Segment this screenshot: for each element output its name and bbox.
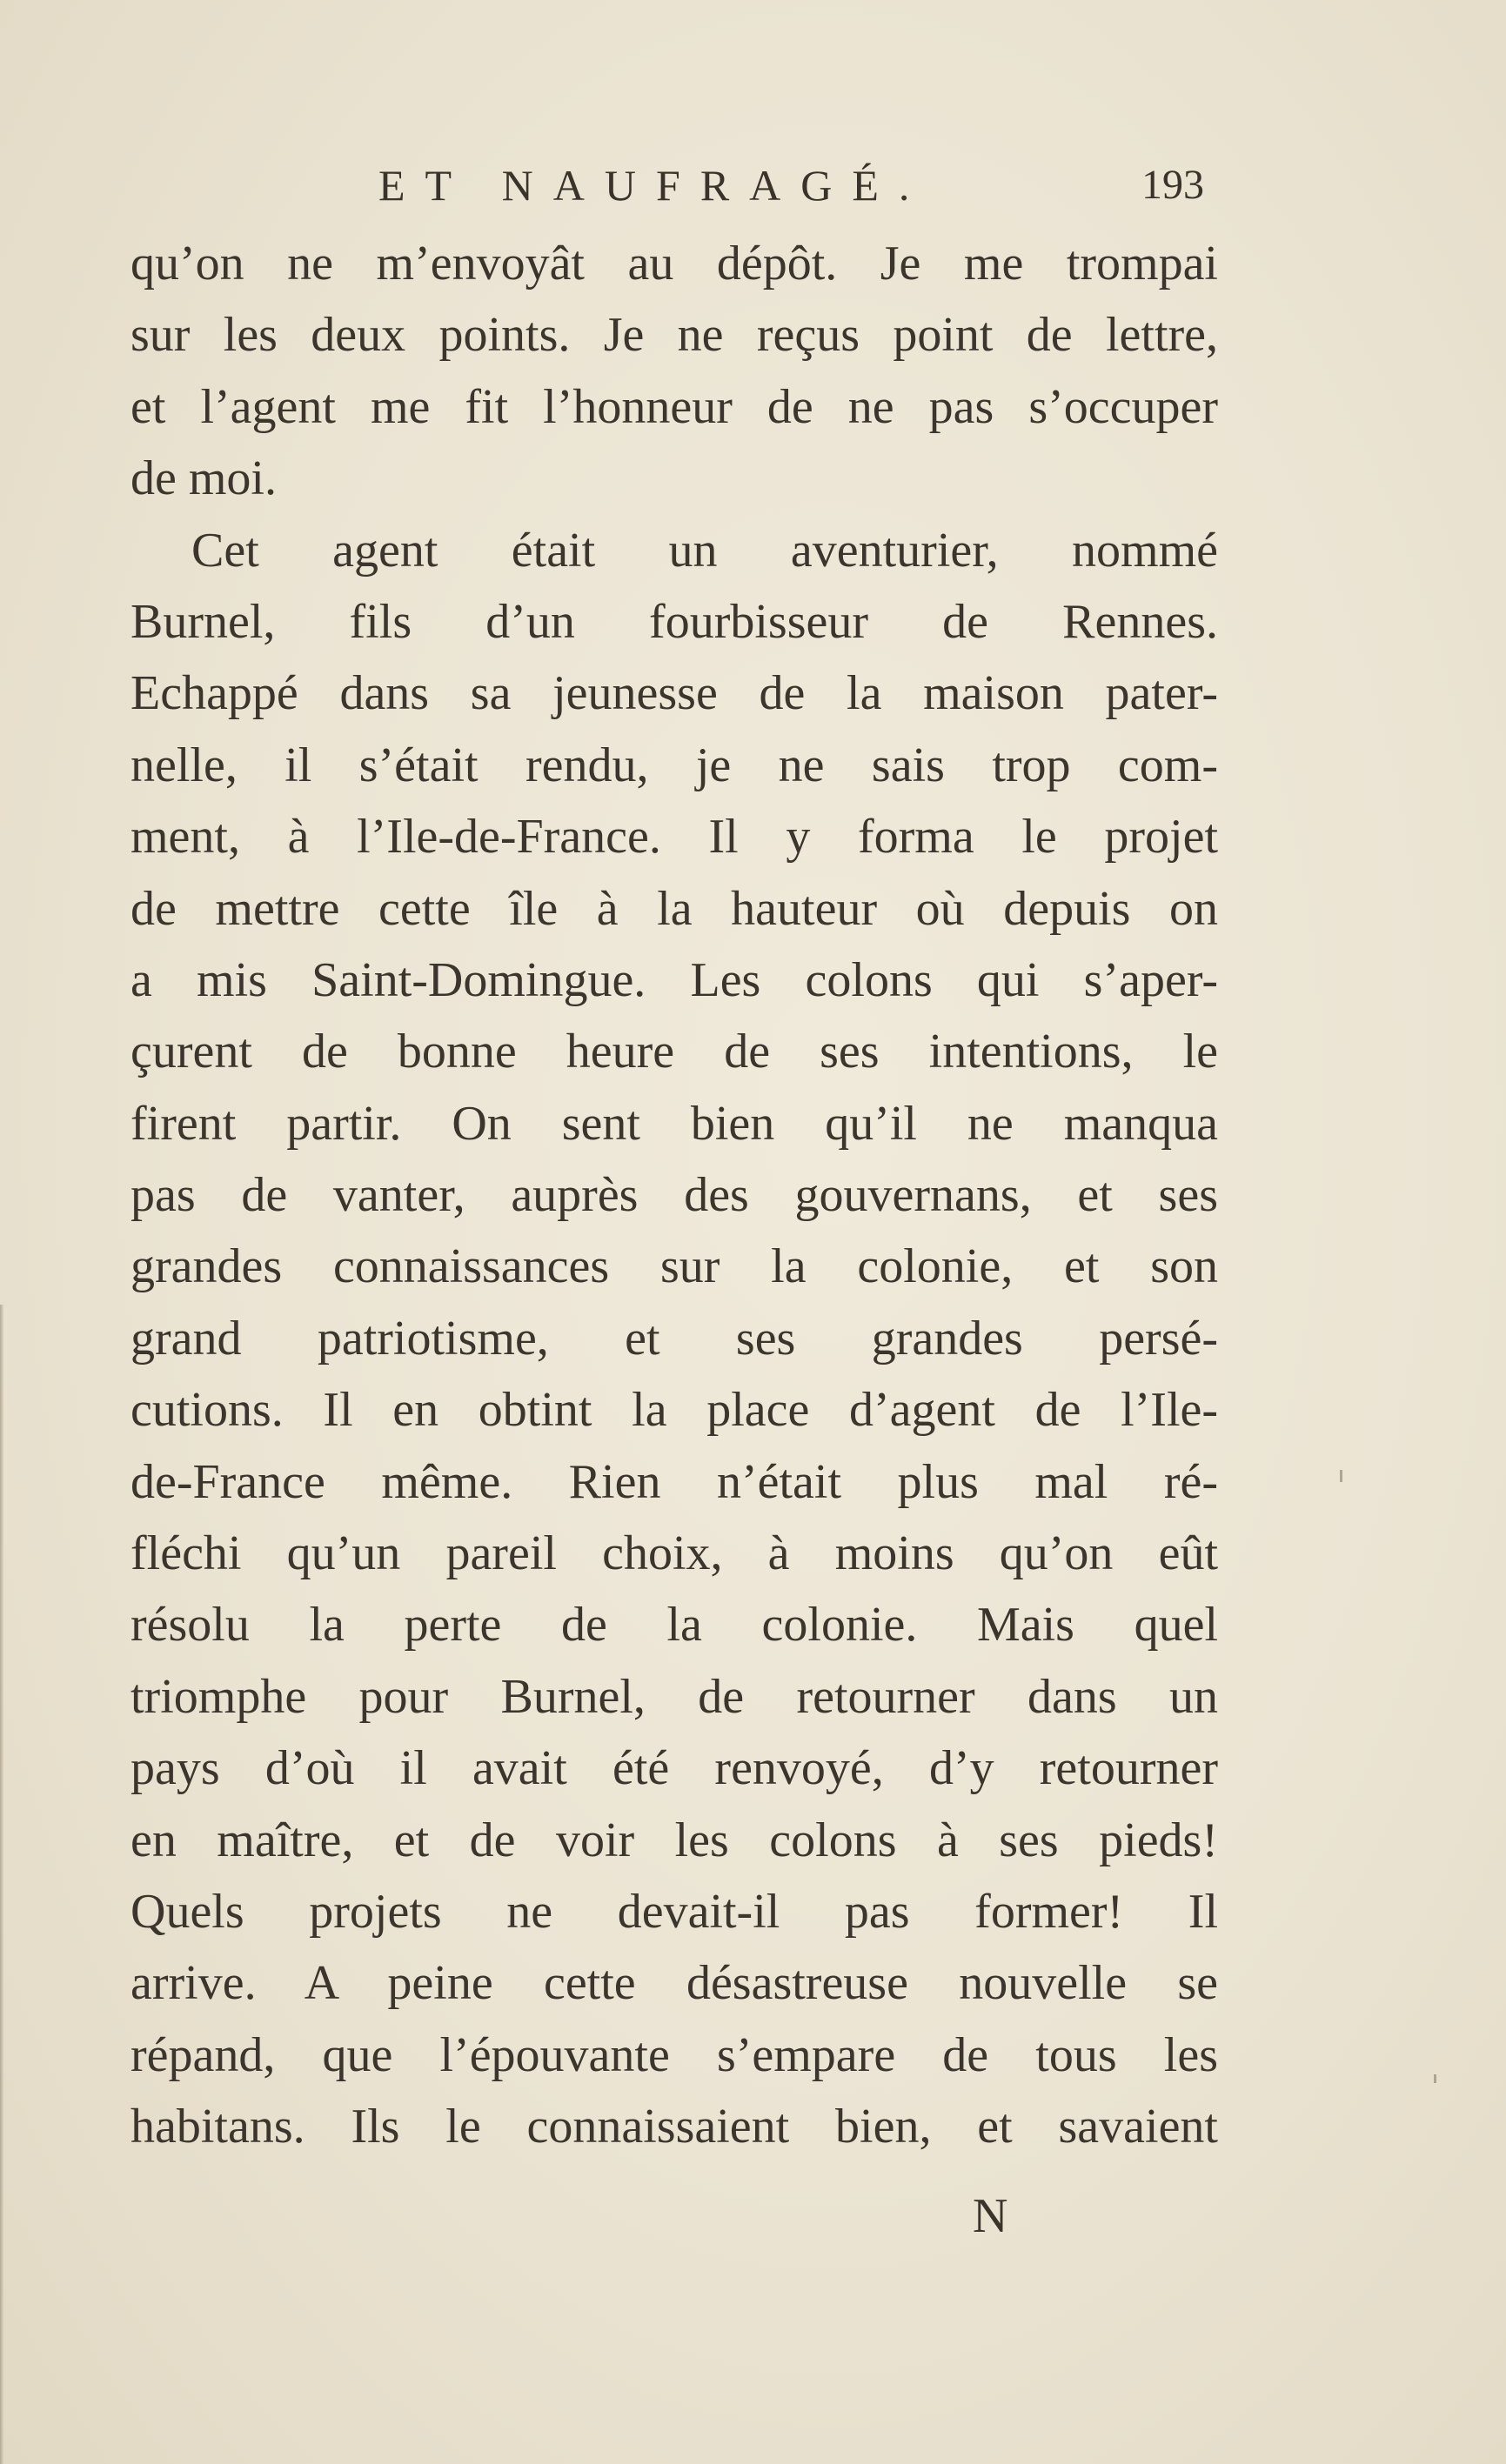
text-line: de moi. xyxy=(131,451,277,506)
paper-speck xyxy=(1340,1470,1342,1482)
text-line: en maître, et de voir les colons à ses pieds! xyxy=(131,1813,1218,1867)
text-line: Quels projets ne devait-il pas former! Il xyxy=(131,1884,1218,1939)
page-header xyxy=(0,155,1506,224)
text-line: grandes connaissances sur la colonie, et son xyxy=(131,1239,1218,1294)
text-line: cutions. Il en obtint la place d’agent de l’Ile- xyxy=(131,1383,1218,1438)
text-line: et l’agent me fit l’honneur de ne pas s’occuper xyxy=(131,379,1218,434)
page-number: 193 xyxy=(1141,162,1204,208)
text-line: habitans. Ils le connaissaient bien, et savaient xyxy=(131,2100,1218,2154)
signature-mark: N xyxy=(973,2189,1008,2243)
text-line: ment, à l’Ile-de-France. Il y forma le projet xyxy=(131,810,1218,865)
body-text xyxy=(131,228,1218,2163)
text-line: répand, que l’épouvante s’empare de tous les xyxy=(131,2027,1218,2082)
text-line: Cet agent était un aventurier, nommé xyxy=(191,523,1218,578)
text-line: résolu la perte de la colonie. Mais quel xyxy=(131,1598,1218,1653)
text-line: nelle, il s’était rendu, je ne sais trop com- xyxy=(131,738,1218,792)
text-line: de-France même. Rien n’était plus mal ré- xyxy=(131,1454,1218,1509)
text-line: fléchi qu’un pareil choix, à moins qu’on eût xyxy=(131,1526,1218,1581)
text-line: arrive. A peine cette désastreuse nouvelle se xyxy=(131,1956,1218,2011)
text-line: pays d’où il avait été renvoyé, d’y retourner xyxy=(131,1741,1218,1796)
text-line: çurent de bonne heure de ses intentions, le xyxy=(131,1025,1218,1079)
text-line: a mis Saint-Domingue. Les colons qui s’aper- xyxy=(131,952,1218,1007)
text-line: firent partir. On sent bien qu’il ne manqua xyxy=(131,1096,1218,1151)
text-line: Burnel, fils d’un fourbisseur de Rennes. xyxy=(131,594,1218,649)
text-line: Echappé dans sa jeunesse de la maison pater- xyxy=(131,666,1218,721)
text-line: qu’on ne m’envoyât au dépôt. Je me trompai xyxy=(131,237,1218,290)
text-line: sur les deux points. Je ne reçus point de lettre, xyxy=(131,308,1218,363)
text-line: grand patriotisme, et ses grandes persé- xyxy=(131,1311,1218,1366)
text-line: de mettre cette île à la hauteur où depuis on xyxy=(131,881,1218,936)
text-line: pas de vanter, auprès des gouvernans, et ses xyxy=(131,1168,1218,1223)
page-edge-shadow xyxy=(0,1305,3,2464)
running-head: ET NAUFRAGÉ. xyxy=(378,161,930,210)
paper-speck xyxy=(1434,2074,1436,2083)
text-line: triomphe pour Burnel, de retourner dans un xyxy=(131,1669,1218,1724)
